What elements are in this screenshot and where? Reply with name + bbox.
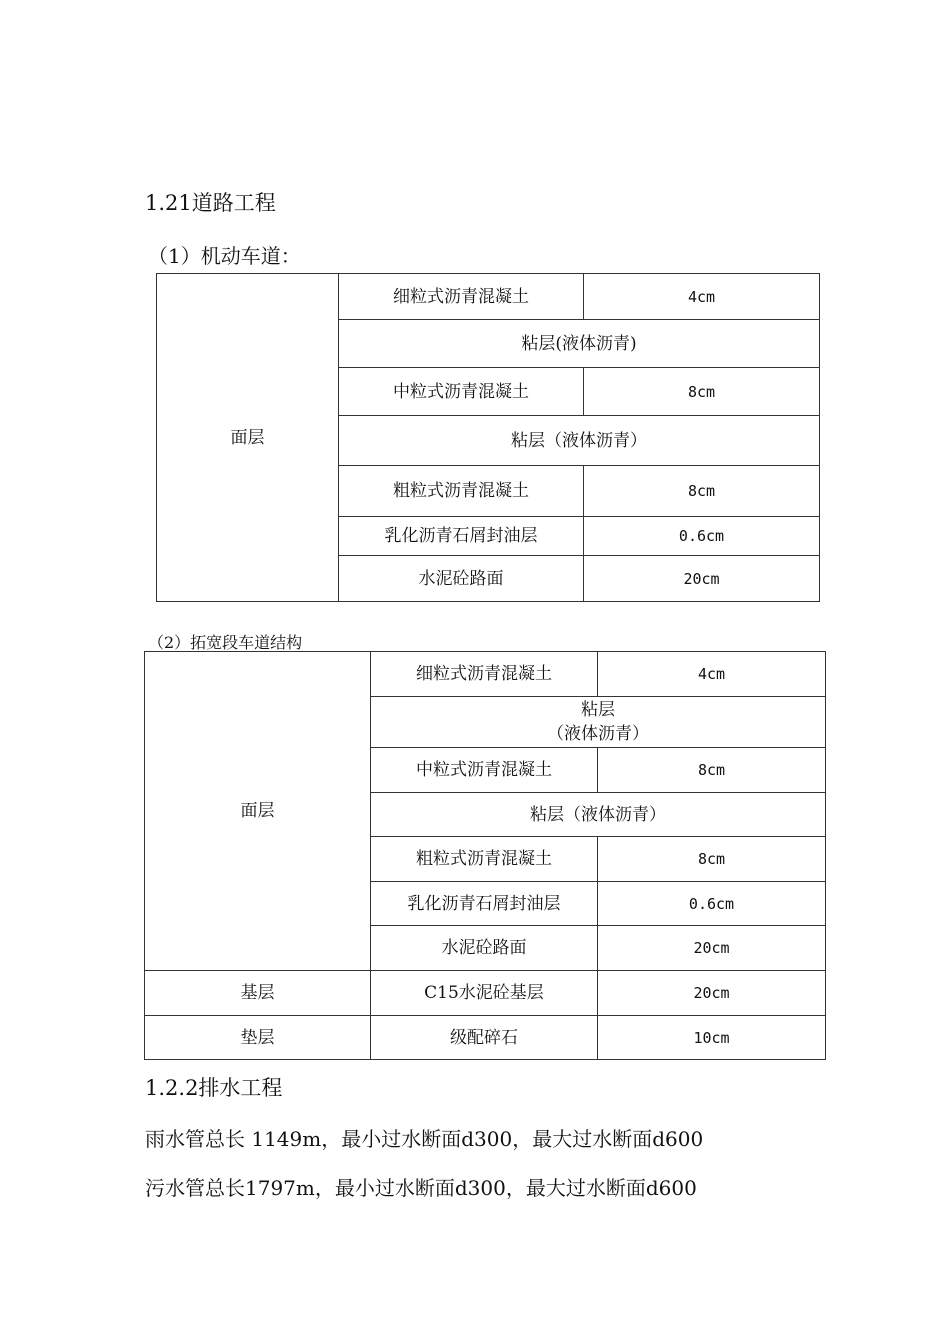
material-cell: 水泥砼路面 — [339, 556, 584, 602]
material-cell: 乳化沥青石屑封油层 — [371, 882, 598, 926]
sewage-pipe-text: 污水管总长1797m，最小过水断面d300，最大过水断面d600 — [145, 1176, 697, 1200]
layer-label-base: 基层 — [145, 971, 371, 1016]
thickness-cell: 20cm — [598, 971, 826, 1016]
thickness-cell: 8cm — [598, 837, 826, 882]
material-cell: 级配碎石 — [371, 1016, 598, 1060]
section-heading-road: 1.21道路工程 — [145, 191, 276, 215]
thickness-cell: 8cm — [598, 748, 826, 793]
material-cell: 中粒式沥青混凝土 — [339, 368, 584, 416]
thickness-cell: 10cm — [598, 1016, 826, 1060]
group-label-surface: 面层 — [145, 652, 371, 971]
widened-lane-structure-table — [144, 651, 826, 1060]
thickness-cell: 0.6cm — [598, 882, 826, 926]
table-row — [145, 1016, 826, 1060]
tack-coat-line2: （液体沥青） — [547, 724, 649, 744]
group-label-surface: 面层 — [157, 274, 339, 602]
layer-label-cushion: 垫层 — [145, 1016, 371, 1060]
tack-coat-cell: 粘层（液体沥青） — [371, 793, 826, 837]
material-cell: 中粒式沥青混凝土 — [371, 748, 598, 793]
table-row — [145, 652, 826, 697]
material-cell: 水泥砼路面 — [371, 926, 598, 971]
thickness-cell: 8cm — [584, 368, 820, 416]
material-cell: 粗粒式沥青混凝土 — [371, 837, 598, 882]
material-cell: 粗粒式沥青混凝土 — [339, 466, 584, 517]
tack-coat-cell — [371, 697, 826, 748]
table-row — [157, 274, 820, 320]
material-cell: 细粒式沥青混凝土 — [339, 274, 584, 320]
motor-lane-structure-table — [156, 273, 820, 602]
rainwater-pipe-text: 雨水管总长 1149m，最小过水断面d300，最大过水断面d600 — [145, 1127, 704, 1151]
thickness-cell: 4cm — [598, 652, 826, 697]
thickness-cell: 8cm — [584, 466, 820, 517]
section-heading-drainage: 1.2.2排水工程 — [145, 1076, 283, 1100]
thickness-cell: 20cm — [584, 556, 820, 602]
tack-coat-line1: 粘层 — [581, 700, 615, 720]
thickness-cell: 20cm — [598, 926, 826, 971]
subheading-motor-lane: （1）机动车道： — [148, 244, 301, 268]
subheading-widened-lane: （2）拓宽段车道结构 — [148, 633, 303, 652]
material-cell: C15水泥砼基层 — [371, 971, 598, 1016]
thickness-cell: 0.6cm — [584, 517, 820, 556]
tack-coat-cell: 粘层（液体沥青） — [339, 416, 820, 466]
thickness-cell: 4cm — [584, 274, 820, 320]
material-cell: 细粒式沥青混凝土 — [371, 652, 598, 697]
tack-coat-cell: 粘层(液体沥青) — [339, 320, 820, 368]
table-row — [145, 971, 826, 1016]
material-cell: 乳化沥青石屑封油层 — [339, 517, 584, 556]
